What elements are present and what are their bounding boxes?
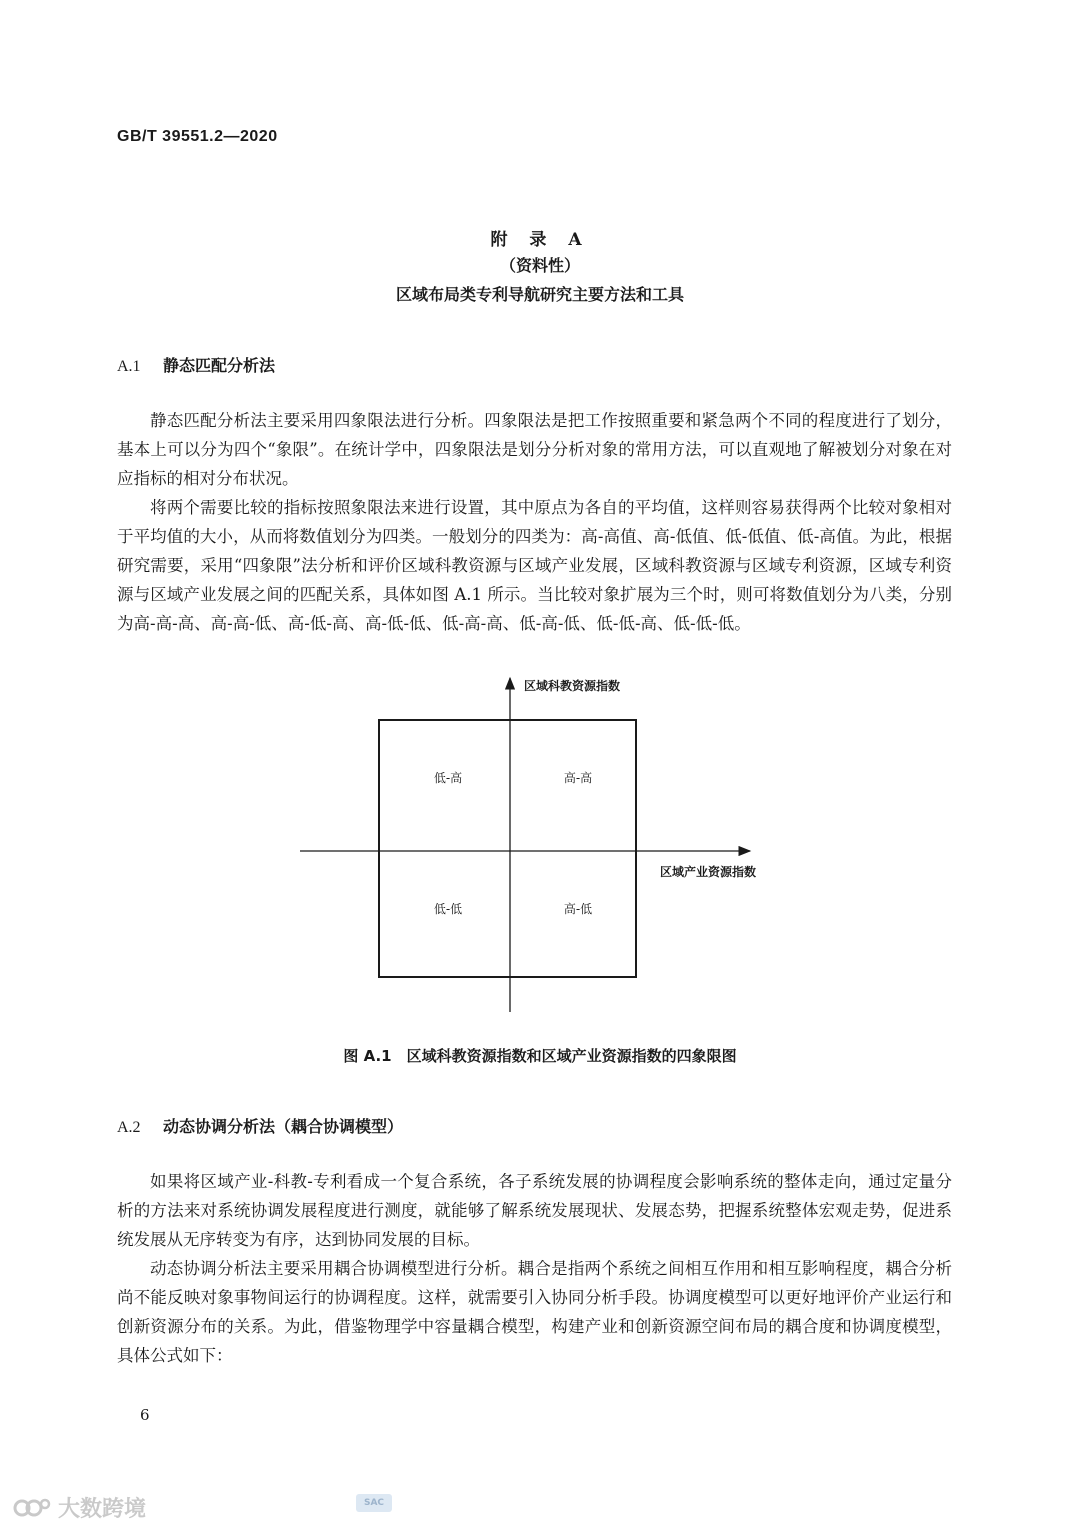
appendix-title: 区域布局类专利导航研究主要方法和工具 — [395, 285, 684, 304]
paragraph: 如果将区域产业-科教-专利看成一个复合系统，各子系统发展的协调程度会影响系统的整体走向，通过定量分析的方法来对系统协调发展程度进行测度，就能够了解系统发展现状、发展态势，把握系统整体宏观走势，促进系统发展从无序转变为有序，达到协同发展的目标。 — [117, 1172, 952, 1249]
quadrant-label-bottom-right: 高-低 — [563, 902, 593, 916]
section-heading-a1 — [117, 353, 275, 376]
section-number: A.2 — [117, 1119, 141, 1136]
quadrant-diagram — [0, 670, 1080, 1030]
quadrant-box — [379, 720, 636, 977]
y-axis-label: 区域科教资源指数 — [524, 679, 621, 693]
section-heading-a2 — [117, 1114, 403, 1137]
standard-number: GB/T 39551.2—2020 — [117, 128, 278, 145]
watermark-logo — [12, 1492, 146, 1523]
paragraph: 静态匹配分析法主要采用四象限法进行分析。四象限法是把工作按照重要和紧急两个不同的程度进行了划分，基本上可以分为四个“象限”。在统计学中，四象限法是划分分析对象的常用方法，可以直观地了解被划分对象在对应指标的相对分布状况。 — [117, 411, 952, 488]
section-title: 静态匹配分析法 — [163, 356, 276, 375]
section-title: 动态协调分析法（耦合协调模型） — [163, 1117, 404, 1136]
quadrant-label-top-right: 高-高 — [563, 771, 593, 785]
paragraph: 动态协调分析法主要采用耦合协调模型进行分析。耦合是指两个系统之间相互作用和相互影响程度，耦合分析尚不能反映对象事物间运行的协调程度。这样，就需要引入协同分析手段。协调度模型可以更好地评价产业运行和创新资源分布的关系。为此，借鉴物理学中容量耦合模型，构建产业和创新资源空间布局的耦合度和协调度模型，具体公式如下： — [117, 1259, 952, 1365]
section-number: A.1 — [117, 358, 141, 375]
quadrant-label-top-left: 低-高 — [433, 771, 463, 785]
figure-caption: 图 A.1 区域科教资源指数和区域产业资源指数的四象限图 — [343, 1047, 737, 1065]
quadrant-label-bottom-left: 低-低 — [433, 902, 463, 916]
link-chain-icon — [12, 1496, 52, 1520]
page-number: 6 — [140, 1406, 150, 1424]
appendix-type: （资料性） — [499, 256, 580, 275]
watermark-text: 大数跨境 — [58, 1497, 147, 1522]
paragraph: 将两个需要比较的指标按照象限法来进行设置，其中原点为各自的平均值，这样则容易获得两个比较对象相对于平均值的大小，从而将数值划分为四类。一般划分的四类为：高-高值、高-低值、低-低值、低-高值。为此，根据研究需要，采用“四象限”法分析和评价区域科教资源与区域产业发展，区域科教资源与区域专利资源，区域专利资源与区域产业发展之间的匹配关系，具体如图 A.1 所示。当比较对象扩展为三个时，则可将数值划分为八类，分别为高-高-高、高-高-低、高-低-高、高-低-低、低-高-高、低-高-低、低-低-高、低-低-低。 — [117, 498, 952, 633]
appendix-label: 附 录 A — [490, 230, 590, 250]
stamp-icon: SAC — [356, 1494, 392, 1512]
x-axis-label: 区域产业资源指数 — [660, 865, 757, 879]
